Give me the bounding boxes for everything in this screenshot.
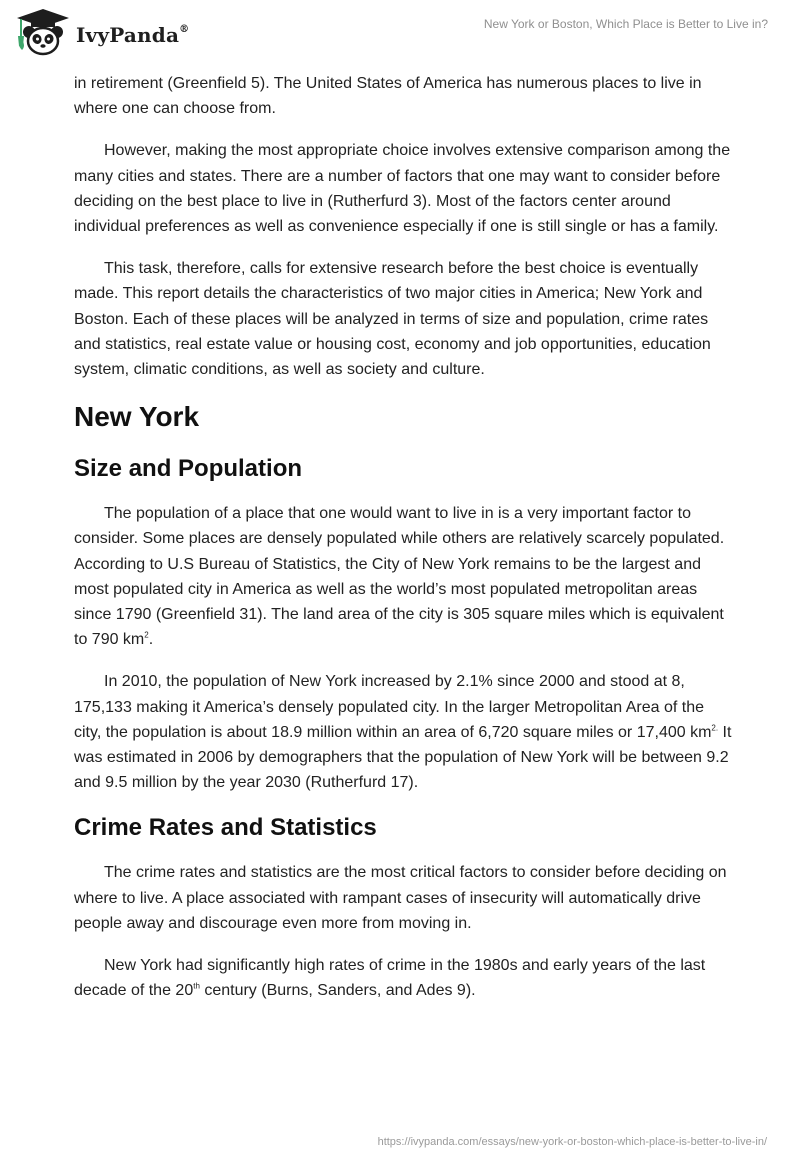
paragraph-task: This task, therefore, calls for extensive research before the best choice is eventually made. This report details the characteristics of two major cities in America; New York and Boston. Each of these places will be analyzed in terms of size and population, crime rates and statistics, real estate value or housing cost, economy and job opportunities, education system, climatic conditions, as well as society and culture.	[74, 260, 711, 379]
page-header	[0, 0, 800, 70]
subheading-size-population: Size and Population	[74, 455, 303, 483]
subheading-crime-rates: Crime Rates and Statistics	[74, 814, 377, 842]
paragraph-retirement: in retirement (Greenfield 5). The United States of America has numerous places to live in where one can choose from.	[74, 75, 702, 118]
essay-body	[74, 71, 734, 1020]
paragraph-choice: However, making the most appropriate choice involves extensive comparison among the many cities and states. There are a number of factors that one may want to consider before deciding on the best place to live in (Rutherfurd 3). Most of the factors center around individual preferences as well as convenience especially if one is still single or has a family.	[74, 142, 731, 236]
source-url[interactable]: https://ivypanda.com/essays/new-york-or-boston-which-place-is-better-to-live-in/	[377, 1136, 767, 1148]
brand-name: IvyPanda®	[76, 23, 190, 47]
panda-graduate-icon	[14, 6, 72, 58]
document-title: New York or Boston, Which Place is Better to Live in?	[483, 17, 768, 31]
paragraph-crime: The crime rates and statistics are the most critical factors to consider before deciding on where to live. A place associated with rampant cases of insecurity will automatically drive people away and discourage even more from moving in.	[74, 864, 727, 932]
paragraph-crime-history: New York had significantly high rates of crime in the 1980s and early years of the last decade of the 20th century (Burns, Sanders, and Ades 9).	[74, 957, 706, 1000]
brand-logo[interactable]	[14, 6, 189, 58]
paragraph-population-2010: In 2010, the population of New York increased by 2.1% since 2000 and stood at 8, 175,133 making it America’s densely populated city. In the larger Metropolitan Area of the city, the population is about 18.9 million within an area of 6,720 square miles or 17,400 $km^{2.}$ It was estimated in 2006 by demographers that the population of New York will be between 9.2 and 9.5 million by the year 2030 (Rutherfurd 17).	[74, 673, 732, 792]
section-heading-new-york: New York	[74, 401, 200, 433]
paragraph-population: The population of a place that one would want to live in is a very important factor to consider. Some places are densely populated while others are relatively scarcely populated. According to U.S Bureau of Statistics, the City of New York remains to be the largest and most populated city in America as well as the world’s most populated metropolitan areas since 1790 (Greenfield 31). The land area of the city is 305 square miles which is equivalent to 790 $km^2$.	[74, 505, 725, 649]
